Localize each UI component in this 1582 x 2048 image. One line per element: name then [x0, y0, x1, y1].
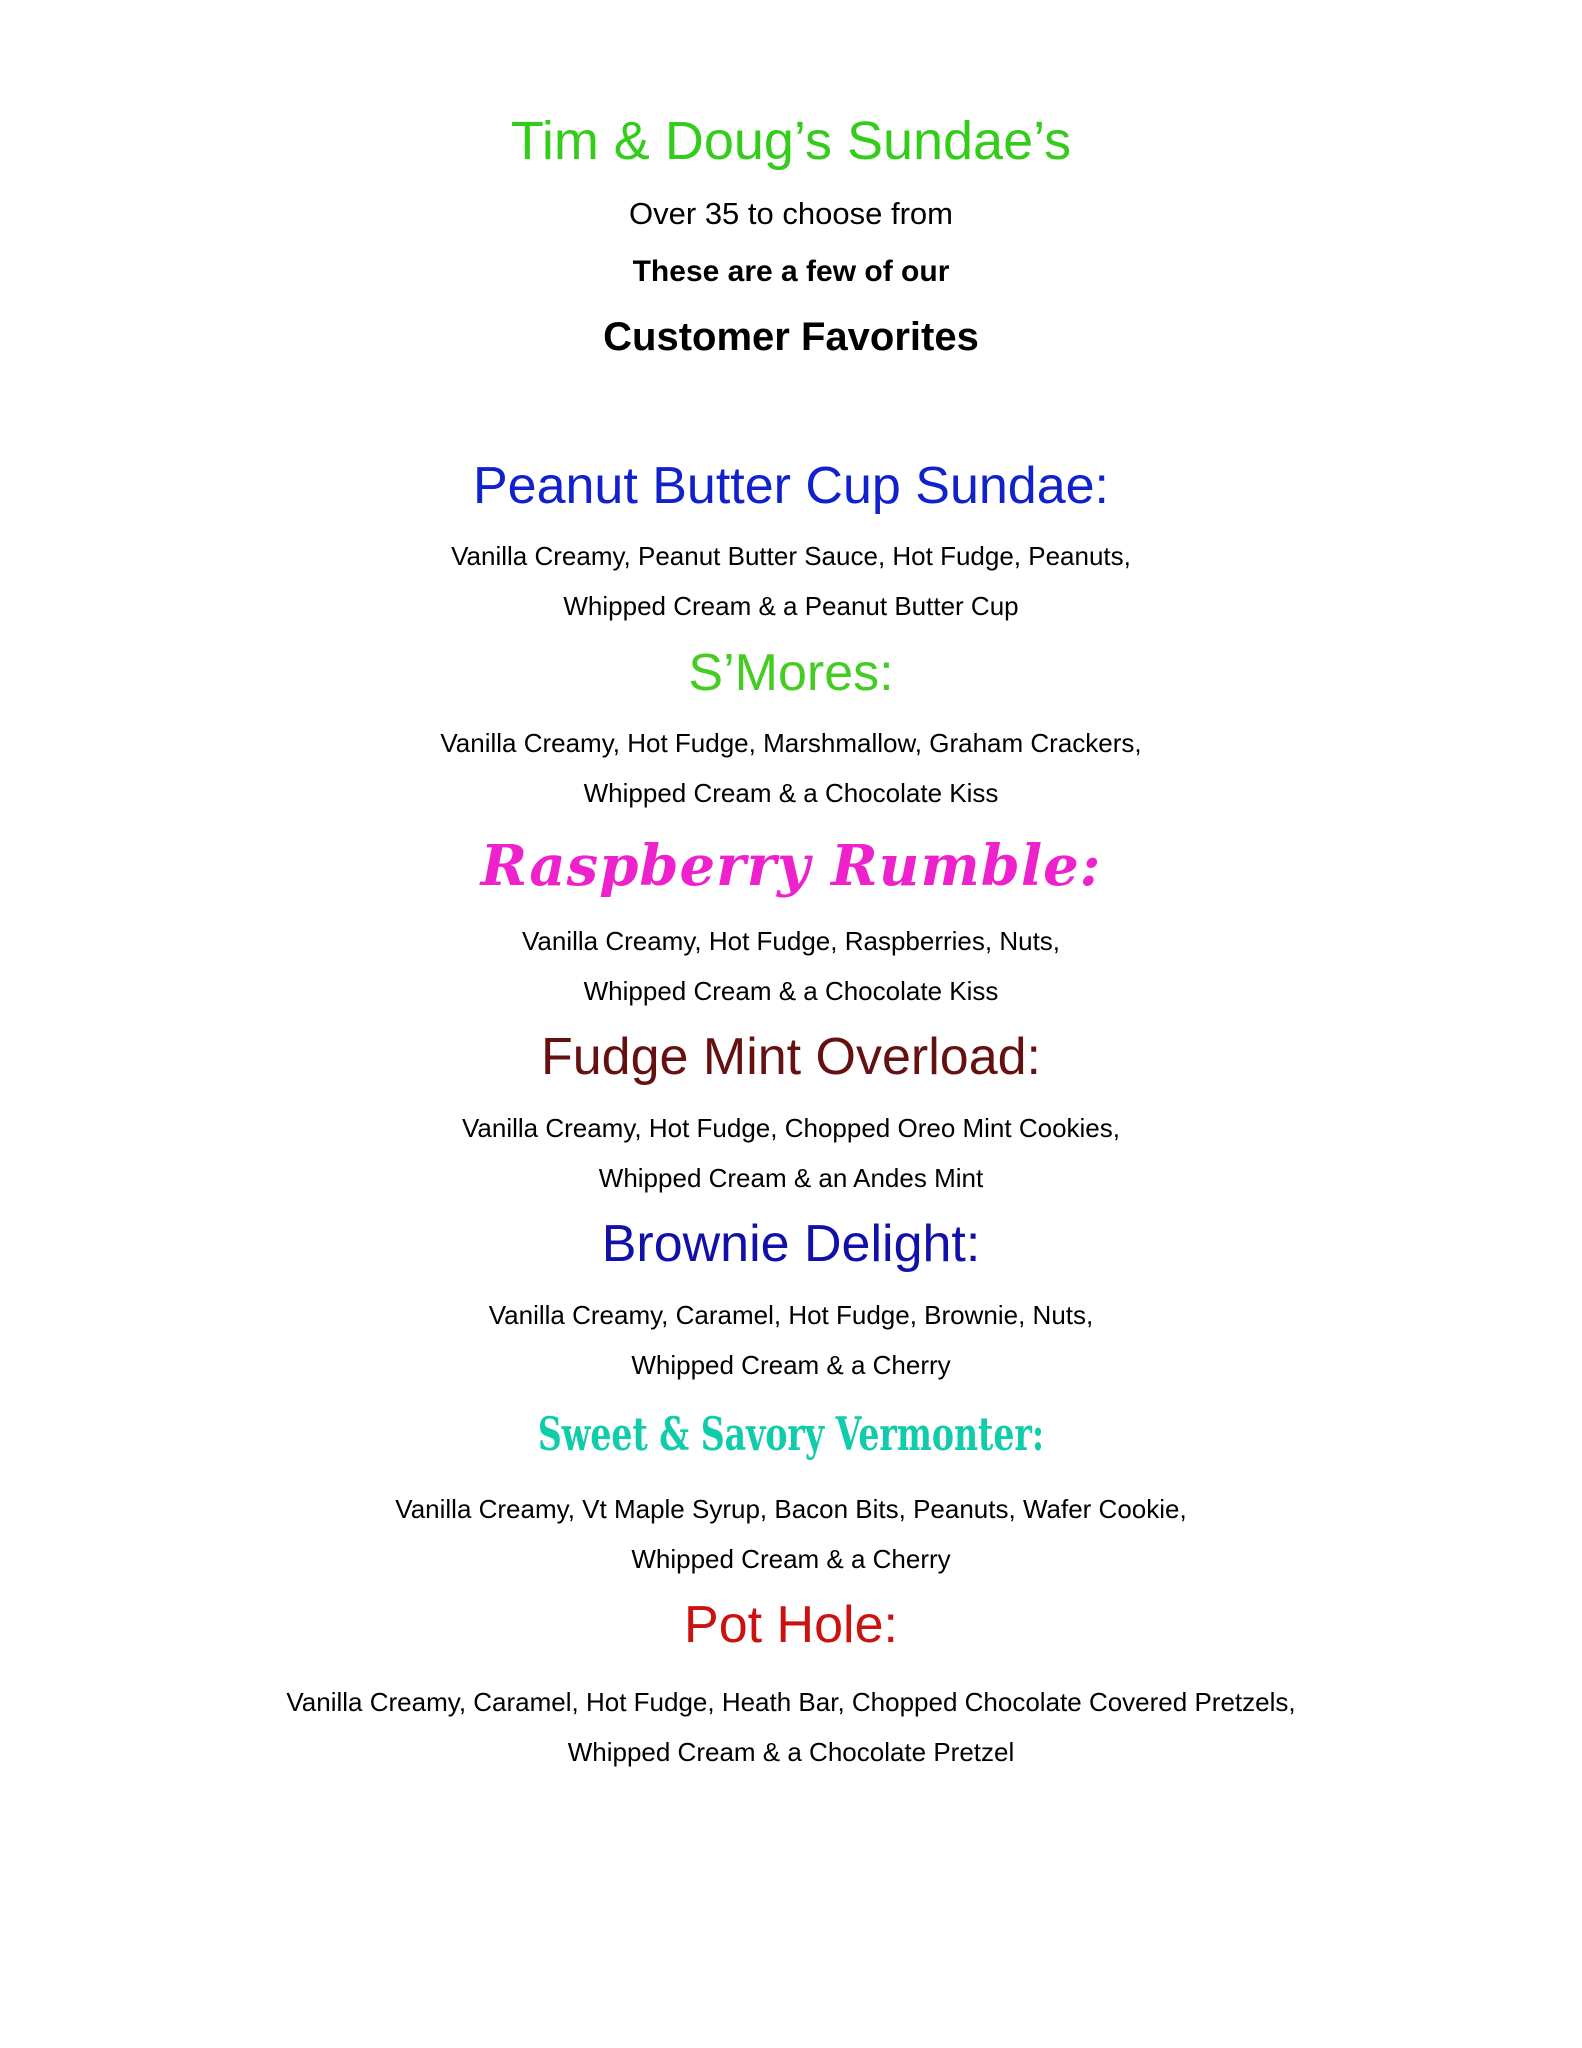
sundae-desc-pot-hole-line1: Vanilla Creamy, Caramel, Hot Fudge, Heath Bar, Chopped Chocolate Covered Pretzels, — [286, 1687, 1296, 1717]
sundae-desc-sweet-savory-vermonter-line1: Vanilla Creamy, Vt Maple Syrup, Bacon Bits, Peanuts, Wafer Cookie, — [395, 1494, 1187, 1524]
sundae-desc-brownie-delight-line2: Whipped Cream & a Cherry — [631, 1350, 951, 1380]
sundae-desc-smores-line1: Vanilla Creamy, Hot Fudge, Marshmallow, Graham Crackers, — [440, 728, 1142, 758]
page-title: Tim & Doug’s Sundae’s — [510, 111, 1072, 171]
sundae-name-peanut-butter-cup: Peanut Butter Cup Sundae: — [472, 457, 1109, 515]
intro-text: These are a few of our — [632, 255, 950, 288]
sundae-name-smores: S’Mores: — [688, 644, 894, 702]
subtitle: Over 35 to choose from — [629, 196, 953, 231]
sundae-desc-raspberry-rumble-line1: Vanilla Creamy, Hot Fudge, Raspberries, Nuts, — [521, 926, 1061, 956]
sundae-desc-brownie-delight-line1: Vanilla Creamy, Caramel, Hot Fudge, Brownie, Nuts, — [488, 1300, 1094, 1330]
sundae-name-brownie-delight: Brownie Delight: — [601, 1215, 981, 1273]
sundae-name-fudge-mint-overload: Fudge Mint Overload: — [540, 1028, 1042, 1086]
sundae-name-sweet-savory-vermonter: Sweet & Savory Vermonter: — [537, 1407, 1045, 1461]
sundae-desc-smores-line2: Whipped Cream & a Chocolate Kiss — [583, 778, 999, 808]
sundae-desc-fudge-mint-overload-line1: Vanilla Creamy, Hot Fudge, Chopped Oreo Mint Cookies, — [461, 1113, 1120, 1143]
sundae-desc-peanut-butter-cup-line1: Vanilla Creamy, Peanut Butter Sauce, Hot Fudge, Peanuts, — [451, 541, 1131, 571]
sundae-desc-fudge-mint-overload-line2: Whipped Cream & an Andes Mint — [598, 1163, 984, 1193]
sundae-desc-peanut-butter-cup-line2: Whipped Cream & a Peanut Butter Cup — [563, 591, 1019, 621]
sundae-name-pot-hole: Pot Hole: — [684, 1596, 898, 1654]
sundae-name-raspberry-rumble: Raspberry Rumble: — [480, 833, 1102, 899]
sundae-desc-sweet-savory-vermonter-line2: Whipped Cream & a Cherry — [631, 1544, 951, 1574]
sundae-desc-raspberry-rumble-line2: Whipped Cream & a Chocolate Kiss — [583, 976, 999, 1006]
favorites-heading: Customer Favorites — [603, 315, 979, 359]
sundae-desc-pot-hole-line2: Whipped Cream & a Chocolate Pretzel — [567, 1737, 1015, 1767]
